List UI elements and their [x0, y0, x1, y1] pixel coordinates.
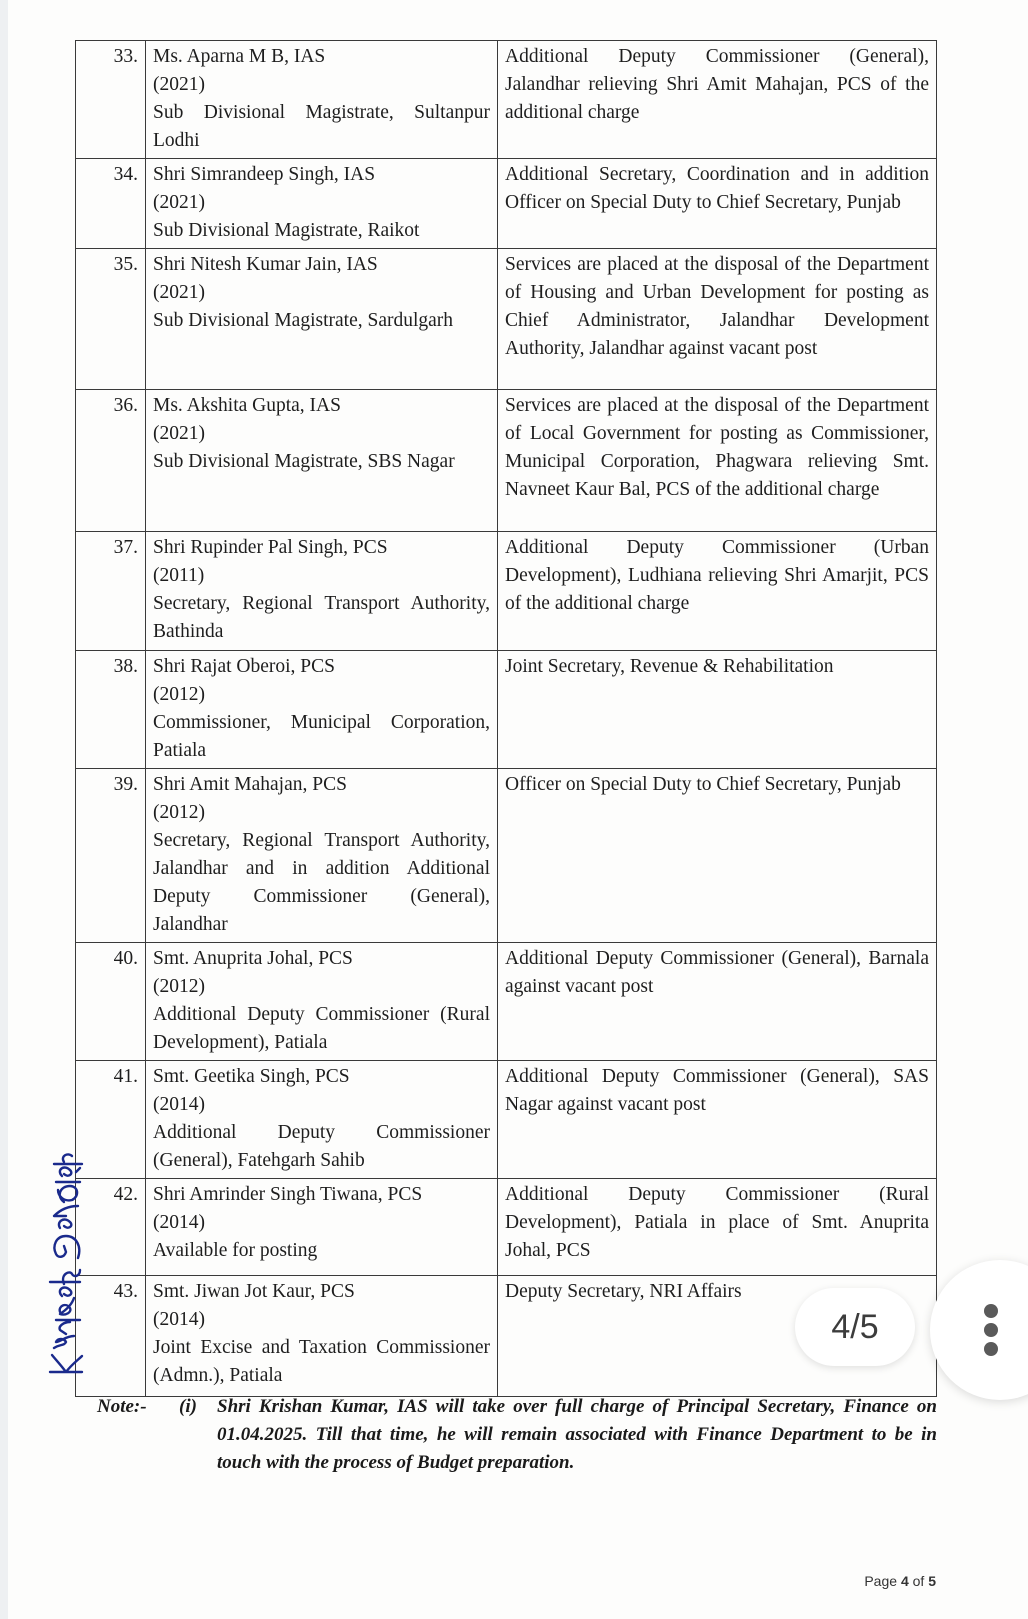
new-posting-cell: Additional Deputy Commissioner (Rural Development), Patiala in place of Smt. Anuprita Johal, PCS	[498, 1179, 937, 1276]
officer-cell	[146, 651, 498, 769]
officer-current-post: Commissioner, Municipal Corporation, Patiala	[153, 712, 490, 761]
officer-name: Shri Nitesh Kumar Jain, IAS	[153, 254, 378, 275]
officer-batch: (2021)	[153, 74, 205, 95]
note-text: Shri Krishan Kumar, IAS will take over full charge of Principal Secretary, Finance on 01.04.2025. Till that time, he will remain associated with Finance Department to be in touch with the process of Budget preparation.	[217, 1396, 937, 1473]
page-number-footer	[864, 1573, 936, 1589]
officer-name: Ms. Akshita Gupta, IAS	[153, 395, 341, 416]
officer-name: Shri Rajat Oberoi, PCS	[153, 656, 336, 677]
note-item-number: (i)	[179, 1396, 197, 1417]
officer-cell	[146, 1061, 498, 1179]
serial-number: 39.	[76, 769, 146, 943]
new-posting-cell: Additional Deputy Commissioner (Urban Development), Ludhiana relieving Shri Amarjit, PCS of the additional charge	[498, 532, 937, 651]
officer-name: Ms. Aparna M B, IAS	[153, 46, 326, 67]
officer-name: Shri Amrinder Singh Tiwana, PCS	[153, 1184, 423, 1205]
note-label: Note:-	[97, 1396, 147, 1417]
viewer-left-edge	[0, 0, 8, 1619]
serial-number: 37.	[76, 532, 146, 651]
signature	[20, 1150, 100, 1380]
officer-cell	[146, 390, 498, 532]
officer-current-post: Joint Excise and Taxation Commissioner (Admn.), Patiala	[153, 1337, 490, 1386]
serial-number: 36.	[76, 390, 146, 532]
officer-name: Smt. Anuprita Johal, PCS	[153, 948, 353, 969]
new-posting-cell: Additional Deputy Commissioner (General), Barnala against vacant post	[498, 943, 937, 1061]
serial-number: 38.	[76, 651, 146, 769]
serial-number: 41.	[76, 1061, 146, 1179]
officer-batch: (2021)	[153, 192, 205, 213]
footer-prefix: Page	[864, 1573, 901, 1589]
officer-current-post: Sub Divisional Magistrate, Sardulgarh	[153, 310, 454, 331]
footer-total-pages: 5	[928, 1573, 936, 1589]
officer-current-post: Secretary, Regional Transport Authority, Bathinda	[153, 593, 490, 642]
officer-current-post: Sub Divisional Magistrate, SBS Nagar	[153, 451, 455, 472]
table-row	[76, 41, 937, 159]
officer-current-post: Additional Deputy Commissioner (General), Fatehgarh Sahib	[153, 1122, 490, 1171]
officer-cell	[146, 41, 498, 159]
transfer-orders-table	[75, 40, 937, 1397]
new-posting-cell: Services are placed at the disposal of the Department of Local Government for posting as Commissioner, Municipal Corporation, Phagwara relieving Smt. Navneet Kaur Bal, PCS of the additional charge	[498, 390, 937, 532]
officer-current-post: Available for posting	[153, 1240, 318, 1261]
note-section	[97, 1393, 937, 1477]
footer-current-page: 4	[900, 1573, 909, 1589]
officer-name: Shri Amit Mahajan, PCS	[153, 774, 347, 795]
serial-number: 35.	[76, 249, 146, 390]
table-row	[76, 651, 937, 769]
officer-current-post: Additional Deputy Commissioner (Rural Development), Patiala	[153, 1004, 490, 1053]
new-posting-cell: Additional Deputy Commissioner (General), SAS Nagar against vacant post	[498, 1061, 937, 1179]
officer-current-post: Secretary, Regional Transport Authority, Jalandhar and in addition Additional Deputy Commissioner (General), Jalandhar	[153, 830, 490, 935]
officer-cell	[146, 1179, 498, 1276]
serial-number: 42.	[76, 1179, 146, 1276]
officer-cell	[146, 1276, 498, 1397]
page-indicator-pill: 4/5	[795, 1288, 915, 1366]
officer-batch: (2014)	[153, 1094, 205, 1115]
table-row	[76, 1061, 937, 1179]
footer-middle: of	[908, 1573, 929, 1589]
new-posting-cell: Additional Secretary, Coordination and in addition Officer on Special Duty to Chief Secretary, Punjab	[498, 159, 937, 249]
officer-batch: (2012)	[153, 802, 205, 823]
officer-batch: (2021)	[153, 423, 205, 444]
serial-number: 33.	[76, 41, 146, 159]
table-row	[76, 1179, 937, 1276]
officer-name: Shri Rupinder Pal Singh, PCS	[153, 537, 388, 558]
officer-cell	[146, 159, 498, 249]
officer-batch: (2014)	[153, 1309, 205, 1330]
officer-name: Smt. Geetika Singh, PCS	[153, 1066, 350, 1087]
officer-name: Shri Simrandeep Singh, IAS	[153, 164, 376, 185]
officer-cell	[146, 532, 498, 651]
new-posting-cell: Joint Secretary, Revenue & Rehabilitation	[498, 651, 937, 769]
officer-batch: (2021)	[153, 282, 205, 303]
officer-batch: (2012)	[153, 684, 205, 705]
table-row	[76, 769, 937, 943]
new-posting-cell: Services are placed at the disposal of the Department of Housing and Urban Development for posting as Chief Administrator, Jalandhar Development Authority, Jalandhar against vacant post	[498, 249, 937, 390]
new-posting-cell: Deputy Secretary, NRI Affairs	[498, 1276, 937, 1397]
table-row	[76, 532, 937, 651]
officer-cell	[146, 249, 498, 390]
new-posting-cell: Additional Deputy Commissioner (General), Jalandhar relieving Shri Amit Mahajan, PCS of the additional charge	[498, 41, 937, 159]
table-row	[76, 390, 937, 532]
officer-batch: (2012)	[153, 976, 205, 997]
serial-number: 40.	[76, 943, 146, 1061]
officer-batch: (2014)	[153, 1212, 205, 1233]
table-row	[76, 249, 937, 390]
serial-number: 34.	[76, 159, 146, 249]
new-posting-cell: Officer on Special Duty to Chief Secretary, Punjab	[498, 769, 937, 943]
serial-number: 43.	[76, 1276, 146, 1397]
officer-current-post: Sub Divisional Magistrate, Sultanpur Lodhi	[153, 102, 490, 151]
officer-cell	[146, 769, 498, 943]
officer-name: Smt. Jiwan Jot Kaur, PCS	[153, 1281, 355, 1302]
officer-current-post: Sub Divisional Magistrate, Raikot	[153, 220, 420, 241]
table-row	[76, 159, 937, 249]
officer-cell	[146, 943, 498, 1061]
table-row	[76, 943, 937, 1061]
officer-batch: (2011)	[153, 565, 205, 586]
